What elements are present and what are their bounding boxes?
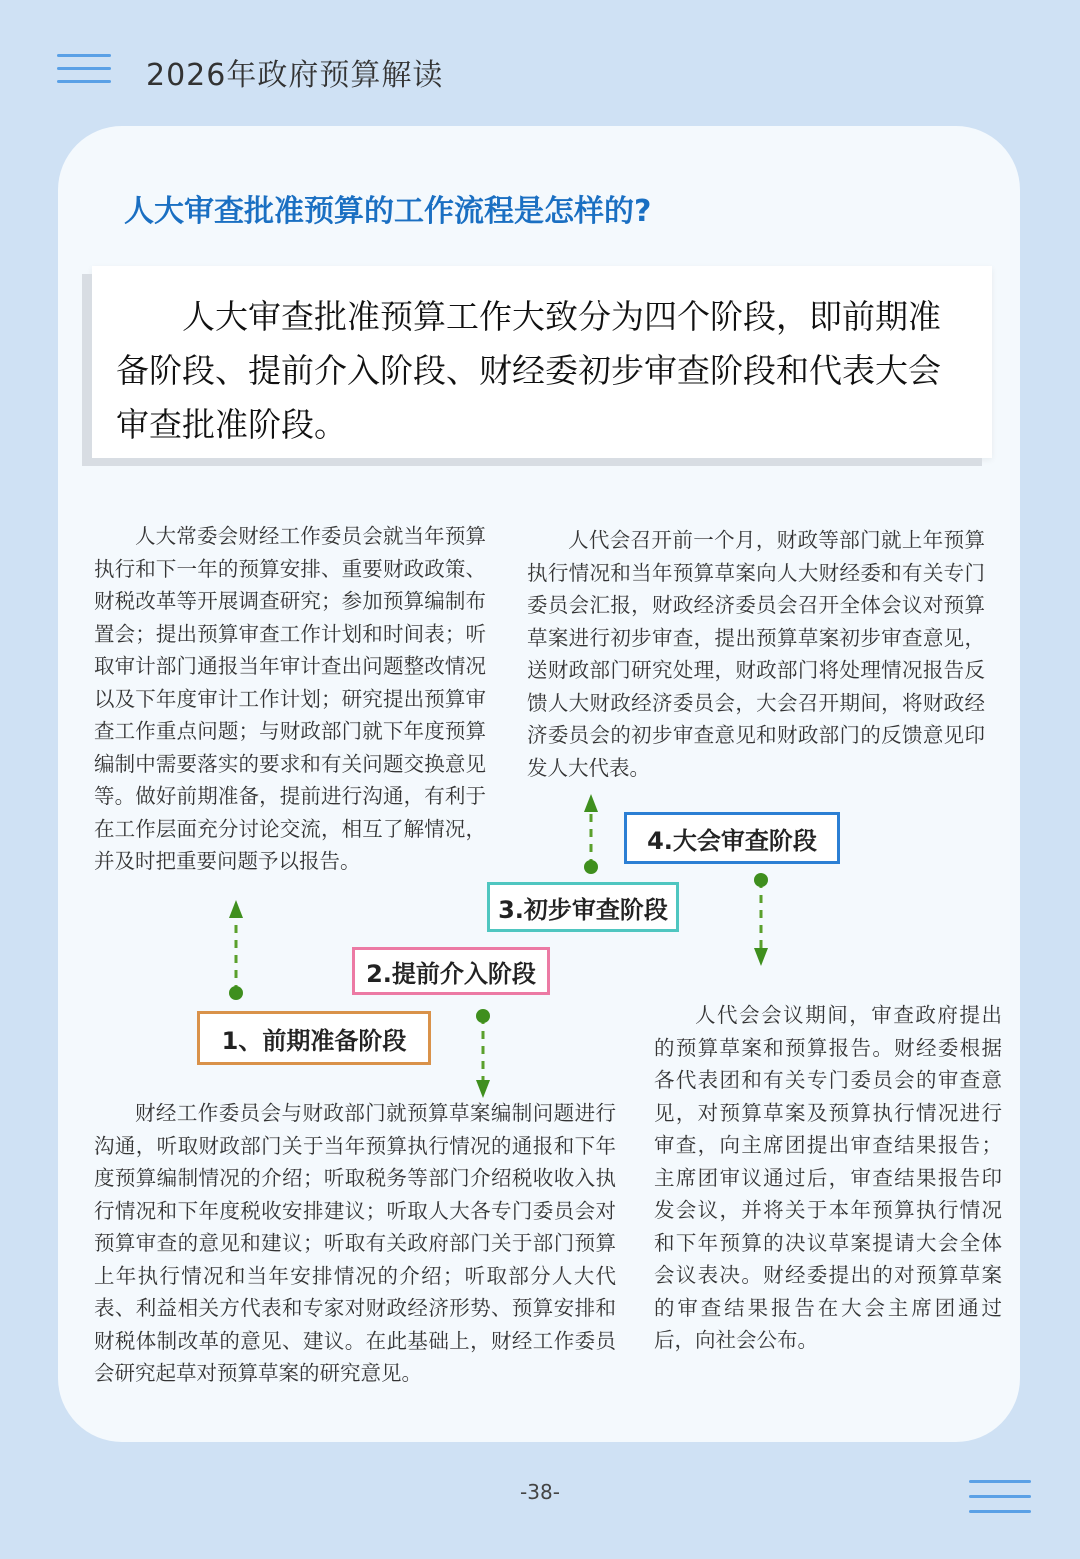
connector-stage1 <box>229 900 243 1000</box>
connector-stage3 <box>584 794 598 874</box>
stage2-description: 财经工作委员会与财政部门就预算草案编制问题进行沟通，听取财政部门关于当年预算执行情况的通报和下年度预算编制情况的介绍；听取税务等部门介绍税收收入执行情况和下年度税收安排建议；听取人大各专门委员会对预算审查的意见和建议；听取有关政府部门关于部门预算上年执行情况和当年安排情况的介绍；听取部分人大代表、利益相关方代表和专家对财政经济形势、预算安排和财税体制改革的意见、建议。在此基础上，财经工作委员会研究起草对预算草案的研究意见。 <box>94 1101 616 1385</box>
section-title: 人大审查批准预算的工作流程是怎样的? <box>124 194 652 229</box>
header-title: 2026年政府预算解读 <box>146 58 444 93</box>
stage2-box: 2.提前介入阶段 <box>352 947 550 995</box>
connector-stage4 <box>754 873 768 966</box>
stage4-description: 人代会会议期间，审查政府提出的预算草案和预算报告。财经委根据各代表团和有关专门委员会的审查意见，对预算草案及预算执行情况进行审查，向主席团提出审查结果报告；主席团审议通过后，审查结果报告印发会议，并将关于本年预算执行情况和下年预算的决议草案提请大会全体会议表决。财经委提出的对预算草案的审查结果报告在大会主席团通过后，向社会公布。 <box>654 1003 1002 1352</box>
connector-stage2 <box>476 1009 490 1098</box>
intro-text: 人大审查批准预算工作大致分为四个阶段，即前期准备阶段、提前介入阶段、财经委初步审查阶段和代表大会审查批准阶段。 <box>116 297 941 444</box>
stage3-description: 人代会召开前一个月，财政等部门就上年预算执行情况和当年预算草案向人大财经委和有关专门委员会汇报，财政经济委员会召开全体会议对预算草案进行初步审查，提出预算草案初步审查意见，送财政部门研究处理，财政部门将处理情况报告反馈人大财政经济委员会，大会召开期间，将财政经济委员会的初步审查意见和财政部门的反馈意见印发人大代表。 <box>527 528 985 780</box>
footer-lines-icon <box>969 1480 1031 1520</box>
stage3-box: 3.初步审查阶段 <box>487 882 679 932</box>
stage1-box: 1、前期准备阶段 <box>197 1011 431 1065</box>
stage1-description: 人大常委会财经工作委员会就当年预算执行和下一年的预算安排、重要财政政策、财税改革等开展调查研究；参加预算编制布置会；提出预算审查工作计划和时间表；听取审计部门通报当年审计查出问题整改情况以及下年度审计工作计划；研究提出预算审查工作重点问题；与财政部门就下年度预算编制中需要落实的要求和有关问题交换意见等。做好前期准备，提前进行沟通，有利于在工作层面充分讨论交流，相互了解情况，并及时把重要问题予以报告。 <box>94 524 486 873</box>
page-number: -38- <box>520 1480 560 1504</box>
stage4-box: 4.大会审查阶段 <box>624 812 840 864</box>
